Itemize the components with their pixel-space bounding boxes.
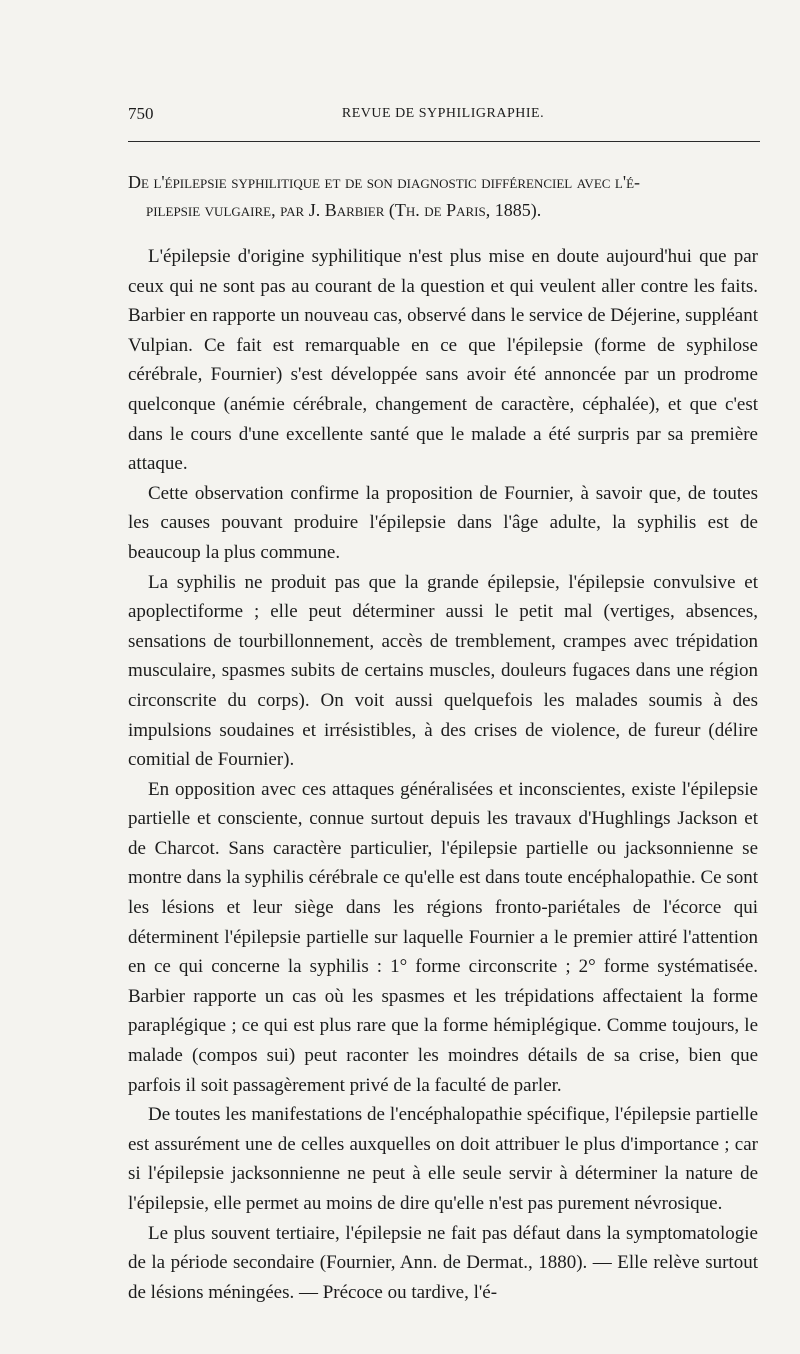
- article-title: [128, 168, 758, 224]
- paragraph-1: L'épilepsie d'origine syphilitique n'est plus mise en doute aujourd'hui que par ceux qui ne sont pas au courant de la question et qui veulent aller contre les faits. Barbier en rapporte un nouveau cas, observé dans le service de Déjerine, suppléant Vulpian. Ce fait est remarquable en ce que l'épilepsie (forme de syphilose cérébrale, Fournier) s'est développée sans avoir été annoncée par un prodrome quelconque (anémie cérébrale, changement de caractère, céphalée), et que c'est dans le cours d'une excellente santé que le malade a été surpris par sa première attaque.: [128, 246, 758, 475]
- paragraph-2: Cette observation confirme la proposition de Fournier, à savoir que, de toutes les causes pouvant produire l'épilepsie dans l'âge adulte, la syphilis est de beaucoup la plus commune.: [128, 482, 758, 563]
- header-rule: [128, 141, 760, 142]
- paragraph-3: La syphilis ne produit pas que la grande épilepsie, l'épilepsie convulsive et apoplectiforme ; elle peut déterminer aussi le petit mal (vertiges, absences, sensations de tourbillonnement, accès de tremblement, crampes avec trépidation musculaire, spasmes subits de certains muscles, douleurs fugaces dans une région circonscrite du corps). On voit aussi quelquefois les malades soumis à des impulsions soudaines et irrésistibles, à des crises de violence, de fureur (délire comitial de Fournier).: [128, 571, 758, 771]
- page-header: [128, 104, 758, 128]
- paragraph-4: En opposition avec ces attaques généralisées et inconscientes, existe l'épilepsie partielle et consciente, connue surtout depuis les travaux d'Hughlings Jackson et de Charcot. Sans caractère particulier, l'épilepsie partielle ou jacksonnienne se montre dans la syphilis cérébrale ce qu'elle est dans toute encéphalopathie. Ce sont les lésions et leur siège dans les régions fronto-pariétales de l'écorce qui déterminent l'épilepsie partielle sur laquelle Fournier a le premier attiré l'attention en ce qui concerne la syphilis : 1° forme circonscrite ; 2° forme systématisée. Barbier rapporte un cas où les spasmes et les trépidations affectaient la forme paraplégique ; ce qui est plus rare que la forme hémiplégique. Comme toujours, le malade (compos sui) peut raconter les moindres détails de sa crise, bien que parfois il soit passagèrement privé de la faculté de parler.: [128, 778, 758, 1096]
- page-number: 750: [128, 104, 154, 123]
- article-body: [128, 242, 758, 1307]
- article-title-line-1: De l'épilepsie syphilitique et de son diagnostic différenciel avec l'é-: [128, 172, 641, 192]
- article-title-line-2: pilepsie vulgaire, par J. Barbier (Th. de Paris, 1885).: [146, 200, 542, 220]
- article: [128, 168, 758, 1307]
- paragraph-5: De toutes les manifestations de l'encéphalopathie spécifique, l'épilepsie partielle est assurément une de celles auxquelles on doit attribuer le plus d'importance ; car si l'épilepsie jacksonnienne ne peut à elle seule servir à déterminer la nature de l'épilepsie, elle permet au moins de dire qu'elle n'est pas purement névrosique.: [128, 1104, 758, 1214]
- running-title: REVUE DE SYPHILIGRAPHIE.: [341, 106, 545, 121]
- paragraph-6: Le plus souvent tertiaire, l'épilepsie ne fait pas défaut dans la symptomatologie de la période secondaire (Fournier, Ann. de Dermat., 1880). — Elle relève surtout de lésions méningées. — Précoce ou tardive, l'é-: [128, 1222, 758, 1303]
